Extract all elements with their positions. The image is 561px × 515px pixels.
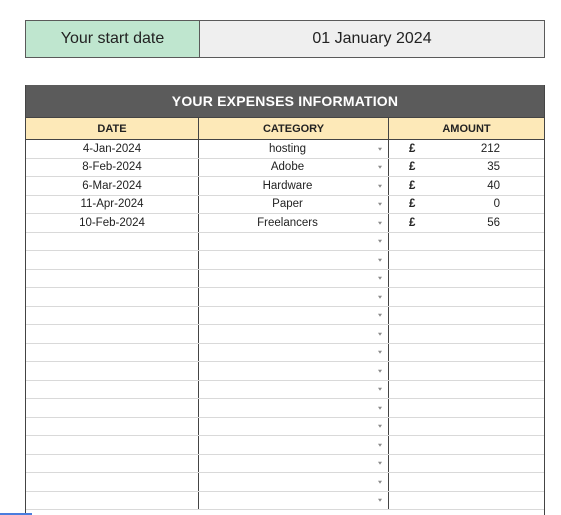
table-row <box>26 418 544 437</box>
amount-value: 0 <box>493 198 500 211</box>
date-cell[interactable] <box>26 344 199 362</box>
table-row <box>26 307 544 326</box>
column-header-category: CATEGORY <box>199 118 389 139</box>
table-row <box>26 381 544 400</box>
category-cell[interactable] <box>199 307 389 325</box>
amount-cell[interactable] <box>389 473 544 491</box>
date-cell[interactable] <box>26 436 199 454</box>
amount-cell[interactable] <box>389 251 544 269</box>
date-cell[interactable] <box>26 455 199 473</box>
currency-symbol: £ <box>409 142 416 155</box>
currency-symbol: £ <box>409 161 416 174</box>
table-row <box>26 233 544 252</box>
category-cell[interactable] <box>199 455 389 473</box>
date-cell[interactable]: 10-Feb-2024 <box>26 214 199 232</box>
category-cell[interactable] <box>199 344 389 362</box>
table-row <box>26 288 544 307</box>
start-date-row <box>25 20 545 58</box>
date-cell[interactable]: 6-Mar-2024 <box>26 177 199 195</box>
amount-cell[interactable] <box>389 233 544 251</box>
amount-cell[interactable] <box>389 196 544 214</box>
category-value: Hardware <box>262 179 313 192</box>
category-cell[interactable] <box>199 233 389 251</box>
dropdown-arrow-icon[interactable] <box>378 296 382 299</box>
category-value: Adobe <box>270 161 305 174</box>
category-cell[interactable] <box>199 362 389 380</box>
amount-value: 212 <box>480 142 500 155</box>
category-value: Freelancers <box>257 216 318 229</box>
date-cell[interactable] <box>26 418 199 436</box>
expenses-table <box>25 85 545 515</box>
table-row <box>26 455 544 474</box>
date-cell[interactable] <box>26 307 199 325</box>
amount-value: 40 <box>487 179 500 192</box>
amount-cell[interactable] <box>389 307 544 325</box>
currency-symbol: £ <box>409 179 416 192</box>
dropdown-arrow-icon[interactable] <box>378 351 382 354</box>
table-row <box>26 436 544 455</box>
dropdown-arrow-icon[interactable] <box>378 277 382 280</box>
date-cell[interactable]: 8-Feb-2024 <box>26 159 199 177</box>
category-value: hosting <box>268 142 307 155</box>
amount-cell[interactable] <box>389 362 544 380</box>
dropdown-arrow-icon[interactable] <box>378 425 382 428</box>
currency-symbol: £ <box>409 198 416 211</box>
dropdown-arrow-icon[interactable] <box>378 444 382 447</box>
table-row <box>26 399 544 418</box>
date-cell[interactable] <box>26 251 199 269</box>
category-cell[interactable] <box>199 492 389 510</box>
category-cell[interactable] <box>199 436 389 454</box>
dropdown-arrow-icon[interactable] <box>378 499 382 502</box>
category-cell[interactable] <box>199 214 389 232</box>
date-cell[interactable] <box>26 492 199 510</box>
date-cell[interactable]: 4-Jan-2024 <box>26 140 199 158</box>
amount-cell[interactable] <box>389 214 544 232</box>
category-cell[interactable] <box>199 159 389 177</box>
amount-cell[interactable] <box>389 288 544 306</box>
amount-cell[interactable] <box>389 436 544 454</box>
amount-cell[interactable] <box>389 399 544 417</box>
column-header-date: DATE <box>26 118 199 139</box>
amount-cell[interactable] <box>389 492 544 510</box>
table-row <box>26 270 544 289</box>
dropdown-arrow-icon[interactable] <box>378 185 382 188</box>
category-cell[interactable] <box>199 399 389 417</box>
dropdown-arrow-icon[interactable] <box>378 240 382 243</box>
amount-value: 35 <box>487 161 500 174</box>
amount-cell[interactable] <box>389 418 544 436</box>
date-cell[interactable] <box>26 325 199 343</box>
dropdown-arrow-icon[interactable] <box>378 166 382 169</box>
dropdown-arrow-icon[interactable] <box>378 370 382 373</box>
date-cell[interactable] <box>26 381 199 399</box>
column-headers <box>26 117 544 140</box>
table-row <box>26 159 544 178</box>
dropdown-arrow-icon[interactable] <box>378 222 382 225</box>
category-cell[interactable] <box>199 473 389 491</box>
date-cell[interactable] <box>26 288 199 306</box>
amount-cell[interactable] <box>389 455 544 473</box>
table-row <box>26 492 544 511</box>
category-cell[interactable] <box>199 418 389 436</box>
table-row <box>26 325 544 344</box>
amount-cell[interactable] <box>389 140 544 158</box>
amount-cell[interactable] <box>389 159 544 177</box>
dropdown-arrow-icon[interactable] <box>378 481 382 484</box>
start-date-label: Your start date <box>26 21 200 57</box>
category-cell[interactable] <box>199 140 389 158</box>
table-row <box>26 362 544 381</box>
table-row <box>26 140 544 159</box>
amount-value: 56 <box>487 216 500 229</box>
table-row <box>26 177 544 196</box>
currency-symbol: £ <box>409 216 416 229</box>
dropdown-arrow-icon[interactable] <box>378 462 382 465</box>
dropdown-arrow-icon[interactable] <box>378 148 382 151</box>
amount-cell[interactable] <box>389 270 544 288</box>
dropdown-arrow-icon[interactable] <box>378 333 382 336</box>
date-cell[interactable]: 11-Apr-2024 <box>26 196 199 214</box>
dropdown-arrow-icon[interactable] <box>378 203 382 206</box>
amount-cell[interactable] <box>389 177 544 195</box>
amount-cell[interactable] <box>389 381 544 399</box>
column-header-amount: AMOUNT <box>442 122 491 135</box>
date-cell[interactable] <box>26 270 199 288</box>
table-row <box>26 251 544 270</box>
date-cell[interactable] <box>26 399 199 417</box>
date-cell[interactable] <box>26 473 199 491</box>
dropdown-arrow-icon[interactable] <box>378 259 382 262</box>
category-value: Paper <box>272 198 303 211</box>
table-row <box>26 344 544 363</box>
amount-cell[interactable] <box>389 344 544 362</box>
category-cell[interactable] <box>199 288 389 306</box>
expenses-rows <box>26 140 544 510</box>
category-cell[interactable] <box>199 177 389 195</box>
category-cell[interactable] <box>199 381 389 399</box>
dropdown-arrow-icon[interactable] <box>378 314 382 317</box>
date-cell[interactable] <box>26 233 199 251</box>
start-date-value[interactable]: 01 January 2024 <box>200 21 544 57</box>
category-cell[interactable] <box>199 270 389 288</box>
dropdown-arrow-icon[interactable] <box>378 388 382 391</box>
amount-cell[interactable] <box>389 325 544 343</box>
category-cell[interactable] <box>199 251 389 269</box>
expenses-title: YOUR EXPENSES INFORMATION <box>26 85 544 117</box>
category-cell[interactable] <box>199 325 389 343</box>
category-cell[interactable] <box>199 196 389 214</box>
dropdown-arrow-icon[interactable] <box>378 407 382 410</box>
table-row <box>26 196 544 215</box>
date-cell[interactable] <box>26 362 199 380</box>
table-row <box>26 214 544 233</box>
table-row <box>26 473 544 492</box>
